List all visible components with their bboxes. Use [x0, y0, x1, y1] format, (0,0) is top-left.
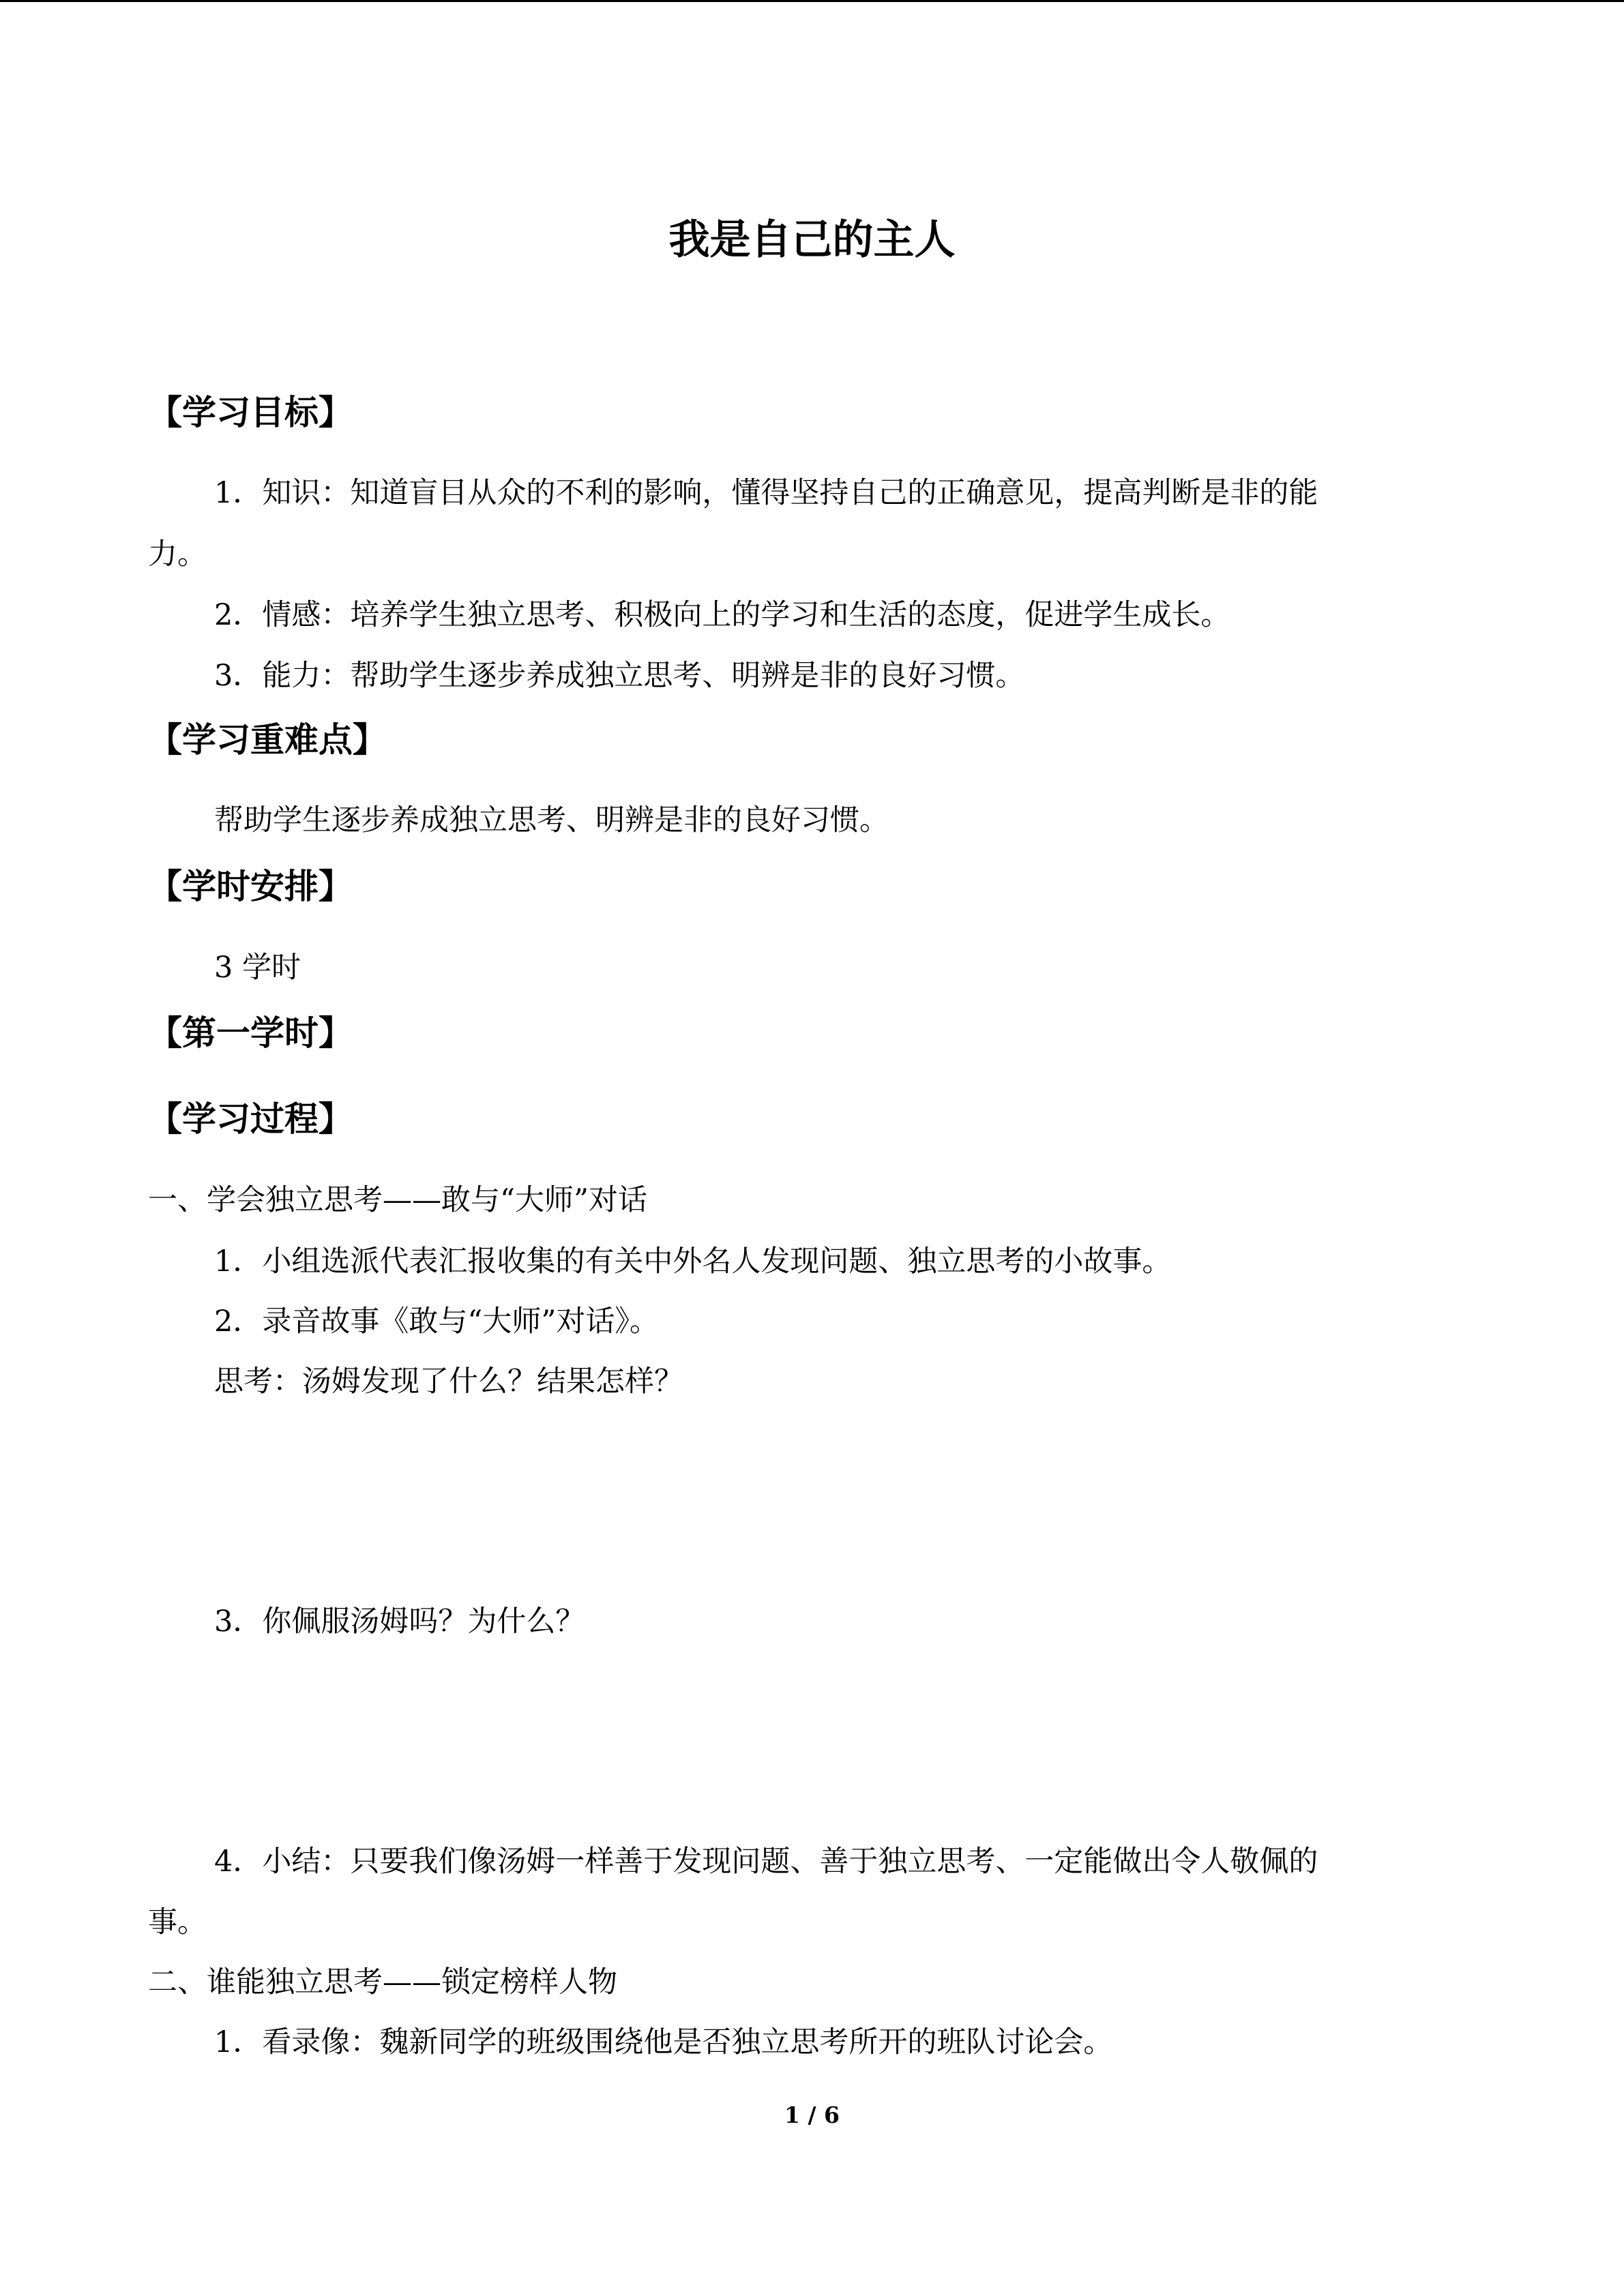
goal-1-line-1: 1．知识：知道盲目从众的不利的影响，懂得坚持自己的正确意见，提高判断是非的能 [214, 476, 1318, 510]
goal-1-line-2: 力。 [148, 537, 207, 571]
heading-key-points: 【学习重难点】 [148, 720, 387, 760]
page-top-border [0, 0, 1624, 2]
heading-learning-process: 【学习过程】 [148, 1099, 353, 1139]
key-points-text: 帮助学生逐步养成独立思考、明辨是非的良好习惯。 [214, 803, 889, 837]
goal-2: 2．情感：培养学生独立思考、积极向上的学习和生活的态度，促进学生成长。 [214, 598, 1230, 632]
section-1-item-4-line-1: 4．小结：只要我们像汤姆一样善于发现问题、善于独立思考、一定能做出令人敬佩的 [214, 1845, 1318, 1879]
goal-3: 3．能力：帮助学生逐步养成独立思考、明辨是非的良好习惯。 [214, 659, 1025, 693]
heading-learning-goals: 【学习目标】 [148, 393, 353, 432]
section-1-item-1: 1．小组选派代表汇报收集的有关中外名人发现问题、独立思考的小故事。 [214, 1244, 1172, 1279]
section-1-title: 一、学会独立思考——敢与“大师”对话 [148, 1183, 647, 1217]
section-1-item-2: 2．录音故事《敢与“大师”对话》。 [214, 1304, 659, 1339]
section-1-item-3: 3．你佩服汤姆吗？为什么？ [214, 1605, 585, 1639]
heading-schedule: 【学时安排】 [148, 867, 353, 906]
document-title: 我是自己的主人 [668, 216, 956, 264]
heading-first-period: 【第一学时】 [148, 1013, 353, 1053]
page-number: 1 / 6 [784, 2102, 840, 2128]
section-2-item-1: 1．看录像：魏新同学的班级围绕他是否独立思考所开的班队讨论会。 [214, 2025, 1113, 2059]
section-2-title: 二、谁能独立思考——锁定榜样人物 [148, 1965, 617, 1999]
schedule-text: 3 学时 [214, 951, 301, 985]
section-1-item-4-line-2: 事。 [148, 1905, 207, 1939]
section-1-think: 思考：汤姆发现了什么？结果怎样？ [214, 1365, 683, 1399]
